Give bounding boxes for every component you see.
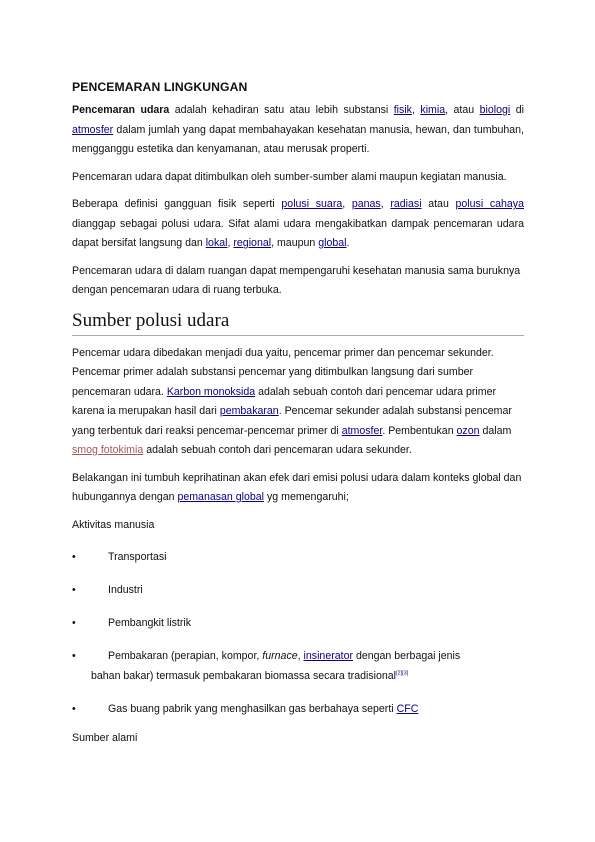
list-item xyxy=(72,647,524,686)
text: yg memengaruhi; xyxy=(264,491,349,503)
text: di xyxy=(510,104,524,116)
link-polusi-cahaya[interactable]: polusi cahaya xyxy=(455,198,524,210)
text: , maupun xyxy=(271,237,319,249)
text: . xyxy=(346,237,350,249)
link-global[interactable]: global xyxy=(318,237,347,249)
list-item xyxy=(72,548,524,568)
bullet: • xyxy=(72,702,76,715)
citation-ref[interactable]: [2][3] xyxy=(396,669,409,676)
link-pemanasan-global[interactable]: pemanasan global xyxy=(177,491,265,503)
text: Gas buang pabrik yang menghasilkan gas berbahaya seperti xyxy=(108,702,397,715)
activity-list xyxy=(72,548,524,719)
text: dianggap sebagai polusi udara. Sifat alami udara mengakibatkan dampak pencemaran udara dapat bersifat langsung dan xyxy=(72,217,524,249)
link-biologi[interactable]: biologi xyxy=(479,104,511,116)
list-item xyxy=(72,614,524,634)
link-panas[interactable]: panas xyxy=(351,198,381,210)
page-title: PENCEMARAN LINGKUNGAN xyxy=(72,80,248,94)
list-item xyxy=(72,700,524,720)
link-atmosfer-2[interactable]: atmosfer xyxy=(341,424,383,437)
text: atau xyxy=(421,198,456,210)
text: , xyxy=(380,198,391,210)
paragraph-sources: Pencemaran udara dapat ditimbulkan oleh sumber-sumber alami maupun kegiatan manusia. xyxy=(72,170,507,183)
list-item-text: Transportasi xyxy=(108,551,167,563)
link-karbon-monoksida[interactable]: Karbon monoksida xyxy=(166,385,256,398)
text: dengan berbagai jenis xyxy=(353,650,461,662)
text: , xyxy=(297,650,304,662)
text: bahan bakar) termasuk pembakaran biomassa secara tradisional xyxy=(91,669,397,682)
paragraph-physical xyxy=(72,195,524,254)
text: Pencemar udara dibedakan menjadi dua yaitu, pencemar primer dan pencemar sekunder. Pencemar primer adalah substansi pencemar yang ditimbulkan langsung dari sumber pencemaran udara. xyxy=(72,346,494,398)
list-item-continuation xyxy=(91,667,524,687)
document-page xyxy=(72,78,524,756)
text: . Pencemar sekunder adalah substansi pencemar yang terbentuk dari reaksi pencemar-pencemar primer di xyxy=(72,405,512,437)
paragraph-pollutants xyxy=(72,344,524,461)
bullet: • xyxy=(72,551,76,563)
text: , xyxy=(227,237,234,249)
text: , atau xyxy=(445,104,480,116)
text: dalam jumlah yang dapat membahayakan kesehatan manusia, hewan, dan tumbuhan, mengganggu estetika dan kenyamanan, atau merusak properti. xyxy=(72,123,524,155)
link-insinerator[interactable]: insinerator xyxy=(303,650,353,662)
link-polusi-suara[interactable]: polusi suara xyxy=(281,198,343,210)
link-fisik[interactable]: fisik xyxy=(393,104,412,116)
list-item-text: Industri xyxy=(108,584,143,596)
text: adalah sebuah contoh dari pencemaran udara sekunder. xyxy=(143,444,412,456)
bold-term: Pencemaran udara xyxy=(72,104,170,116)
link-regional[interactable]: regional xyxy=(233,237,272,249)
italic-term: furnace xyxy=(262,650,298,662)
text: Pembakaran (perapian, kompor, xyxy=(108,650,263,662)
bullet: • xyxy=(72,584,76,596)
link-pembakaran[interactable]: pembakaran xyxy=(219,405,279,417)
paragraph-indoor: Pencemaran udara di dalam ruangan dapat mempengaruhi kesehatan manusia sama buruknya dengan pencemaran udara di ruang terbuka. xyxy=(72,264,521,296)
text: , xyxy=(411,104,421,116)
paragraph-definition xyxy=(72,101,524,160)
bullet: • xyxy=(72,617,76,629)
list-item-text: Pembangkit listrik xyxy=(108,617,192,629)
link-ozon[interactable]: ozon xyxy=(456,424,480,437)
link-atmosfer[interactable]: atmosfer xyxy=(72,123,114,136)
label-sumber-alami: Sumber alami xyxy=(72,731,138,744)
label-aktivitas-manusia: Aktivitas manusia xyxy=(72,518,155,531)
link-kimia[interactable]: kimia xyxy=(420,104,446,116)
list-item xyxy=(72,581,524,601)
text: dalam xyxy=(479,424,512,437)
text: adalah sebuah contoh dari pencemar udara primer karena ia merupakan hasil dari xyxy=(72,385,497,417)
bullet: • xyxy=(72,650,76,662)
text: . Pembentukan xyxy=(382,424,457,437)
paragraph-global xyxy=(72,469,524,508)
section-heading: Sumber polusi udara xyxy=(72,309,524,336)
link-cfc[interactable]: CFC xyxy=(396,702,419,715)
link-lokal[interactable]: lokal xyxy=(205,237,228,249)
text: , xyxy=(342,198,352,210)
link-radiasi[interactable]: radiasi xyxy=(390,198,422,210)
text: adalah kehadiran satu atau lebih substansi xyxy=(169,104,394,116)
link-smog-fotokimia[interactable]: smog fotokimia xyxy=(72,444,144,456)
text: Beberapa definisi gangguan fisik seperti xyxy=(72,198,282,210)
text: Belakangan ini tumbuh keprihatinan akan efek dari emisi polusi udara dalam konteks global dan hubungannya dengan xyxy=(72,471,522,503)
